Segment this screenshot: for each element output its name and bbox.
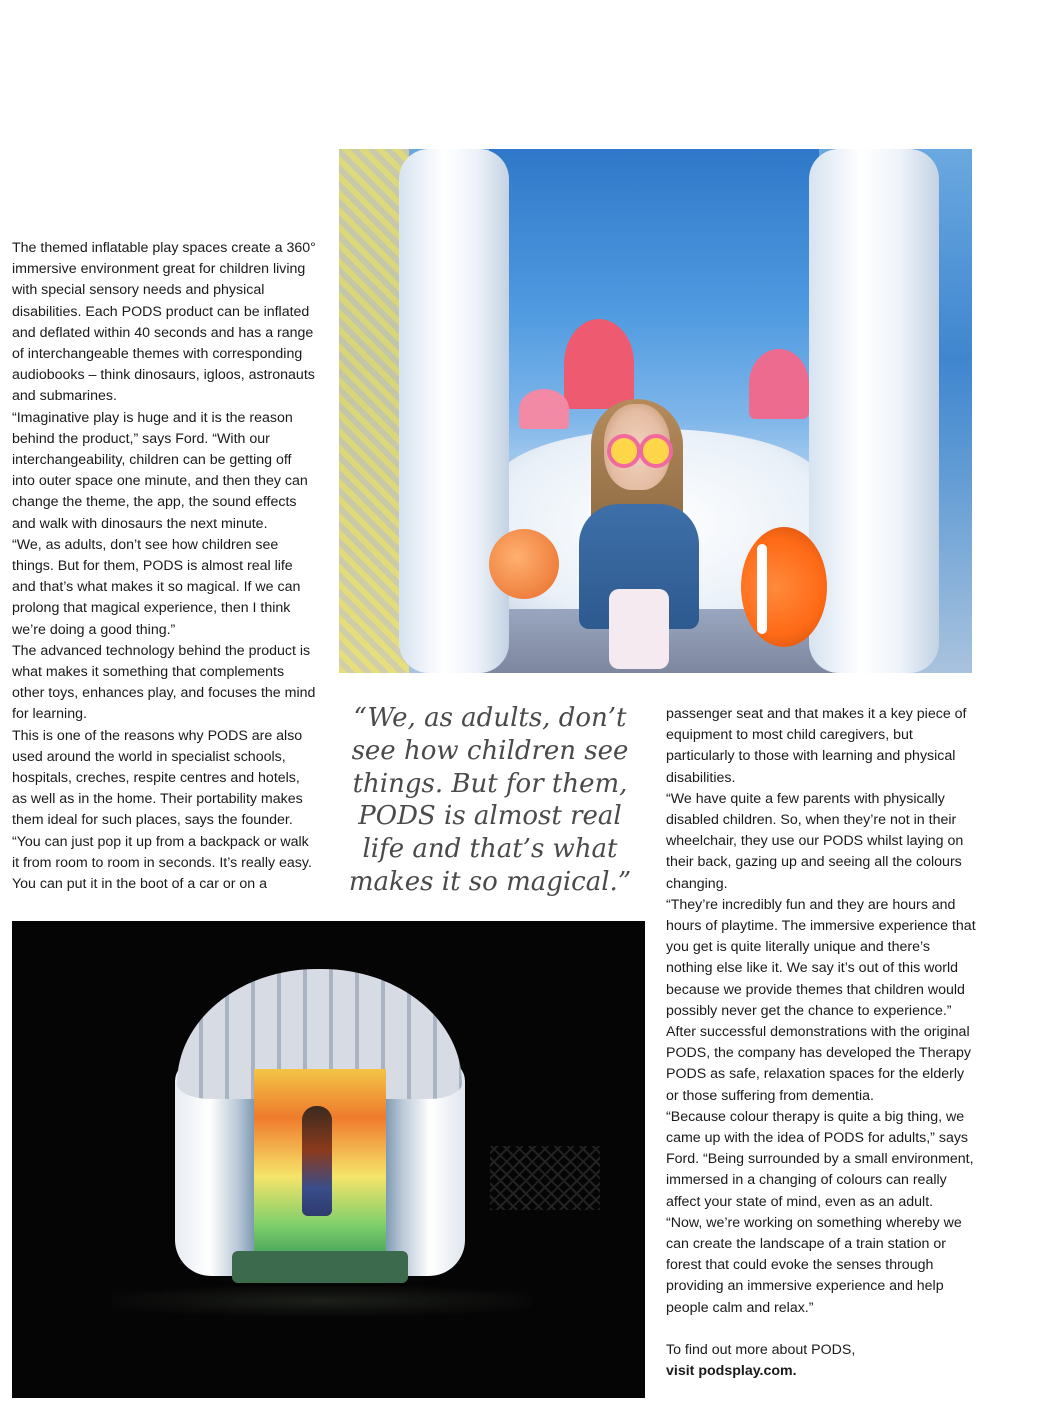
paragraph: passenger seat and that makes it a key piece of equipment to most child caregivers, but particularly to those with learning and physical disabilities. xyxy=(666,706,967,786)
paragraph: “We have quite a few parents with physically disabled children. So, when they’re not in their wheelchair, they use our PODS whilst laying on their back, gazing up and seeing all the colours changing. xyxy=(666,790,964,892)
inflatable-pillar-right xyxy=(809,149,939,673)
closing-line: To find out more about PODS, xyxy=(666,1342,856,1359)
right-text-column xyxy=(666,704,976,1382)
left-text-column xyxy=(12,238,318,895)
website-link[interactable]: visit podsplay.com. xyxy=(666,1363,797,1380)
child-legs xyxy=(609,589,669,669)
paragraph: “We, as adults, don’t see how children see things. But for them, PODS is almost real life and that’s what makes it so magical. If we can prolong that magical experience, then I think we’re doing a good thing.” xyxy=(12,536,301,638)
paragraph: After successful demonstrations with the original PODS, the company has developed the Therapy PODS as safe, relaxation spaces for the elderly or those suffering from dementia. xyxy=(666,1024,971,1104)
paragraph: “Imaginative play is huge and it is the reason behind the product,” says Ford. “With our interchangeability, children can be getting off into outer space one minute, and then they can change the theme, the app, the sound effects and walk with dinosaurs the next minute. xyxy=(12,409,308,532)
paragraph-spacer xyxy=(666,1319,976,1340)
photo-pod-at-night xyxy=(12,921,645,1398)
coral-decoration xyxy=(519,389,569,429)
inflatable-pillar-left xyxy=(399,149,509,673)
pull-quote: “We, as adults, don’t see how children see things. But for them, PODS is almost real life and that’s what makes it so magical.” xyxy=(348,703,632,897)
paragraph: “Because colour therapy is quite a big thing, we came up with the idea of PODS for adults,” says Ford. “Being surrounded by a small environment, immersed in a changing of colours can really affect your state of mind, even as an adult. xyxy=(666,1108,974,1210)
ground-glow xyxy=(112,1286,532,1316)
paragraph: “They’re incredibly fun and they are hours and hours of playtime. The immersive experience that you get is quite literally unique and there’s nothing else like it. We say it’s out of this world because we provide themes that children would possibly never get the chance to experience.” xyxy=(666,896,976,1019)
paragraph: The advanced technology behind the product is what makes it something that complements other toys, enhances play, and focuses the mind for learning. xyxy=(12,642,316,723)
photo-child-in-underwater-pod xyxy=(339,149,972,673)
paragraph: “You can just pop it up from a backpack or walk it from room to room in seconds. It’s really easy. You can put it in the boot of a car or on a xyxy=(12,833,312,893)
paragraph: This is one of the reasons why PODS are also used around the world in specialist schools, hospitals, creches, respite centres and hotels, as well as in the home. Their portability makes them ideal for such places, says the founder. xyxy=(12,727,303,829)
background-fence xyxy=(490,1146,600,1210)
coral-decoration xyxy=(564,319,634,409)
clownfish-stripe xyxy=(757,544,767,634)
novelty-glasses xyxy=(639,434,673,468)
clownfish-plush xyxy=(741,527,827,647)
coral-decoration xyxy=(749,349,809,419)
toy-ball xyxy=(489,529,559,599)
paragraph: “Now, we’re working on something whereby we can create the landscape of a train station or forest that could evoke the senses through providing an immersive experience and help people calm and relax.” xyxy=(666,1214,962,1316)
child-silhouette xyxy=(302,1106,332,1216)
novelty-glasses xyxy=(607,434,641,468)
paragraph: The themed inflatable play spaces create a 360° immersive environment great for children living with special sensory needs and physical disabilities. Each PODS product can be inflated and deflated within 40 seconds and has a range of interchangeable themes with corresponding audiobooks – think dinosaurs, igloos, astronauts and submarines. xyxy=(12,240,316,405)
play-mat xyxy=(232,1251,408,1283)
